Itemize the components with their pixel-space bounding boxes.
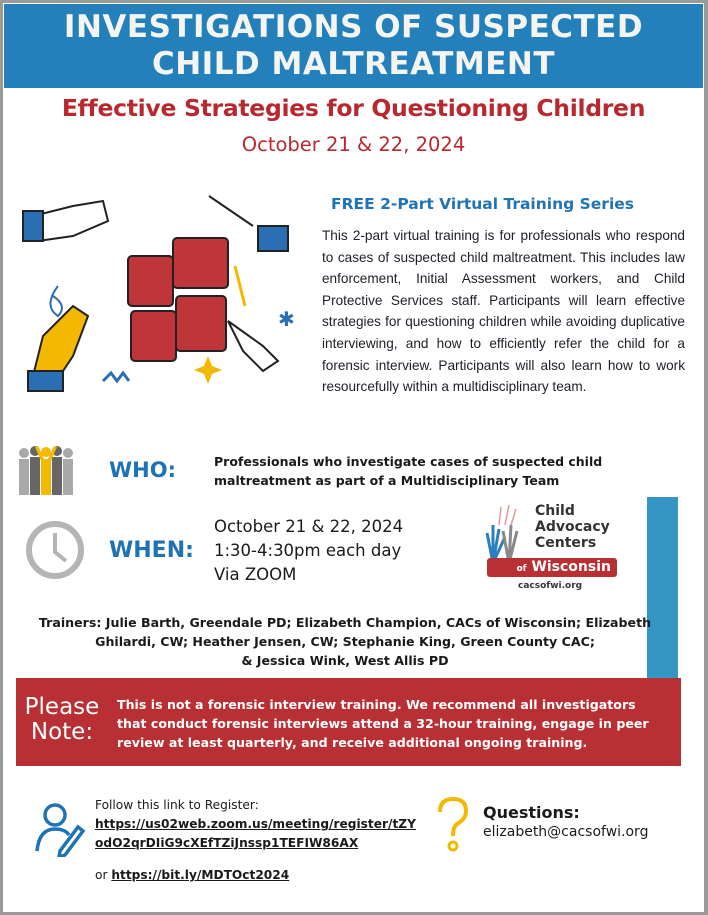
logo-line-3: Centers bbox=[535, 535, 597, 551]
clock-icon bbox=[24, 519, 86, 581]
intro-heading: FREE 2-Part Virtual Training Series bbox=[331, 195, 634, 213]
logo-url: cacsofwi.org bbox=[518, 581, 583, 591]
note-text: This is not a forensic interview training. We recommend all investigators that conduct forensic interviews attend a 32-hour training, engage in peer review at least quarterly, and receive additional ongoing training. bbox=[117, 697, 649, 750]
cac-wisconsin-logo bbox=[483, 503, 623, 598]
questions-heading: Questions: bbox=[483, 803, 580, 822]
short-register-link[interactable]: https://bit.ly/MDTOct2024 bbox=[111, 868, 290, 882]
note-heading-1: Please bbox=[24, 694, 100, 720]
question-mark-icon bbox=[435, 796, 471, 854]
who-line-2: maltreatment as part of a Multidisciplinary Team bbox=[214, 473, 560, 488]
logo-state: Wisconsin bbox=[531, 559, 611, 575]
logo-wisconsin-banner bbox=[487, 558, 617, 577]
trainers-line-3: & Jessica Wink, West Allis PD bbox=[241, 653, 449, 668]
note-heading-2: Note: bbox=[30, 719, 94, 745]
when-location: Via ZOOM bbox=[214, 565, 297, 584]
logo-line-1: Child bbox=[535, 503, 575, 519]
hands-logo-icon bbox=[483, 503, 523, 565]
user-edit-icon bbox=[35, 801, 91, 857]
logo-of: of bbox=[516, 564, 527, 574]
or-text: or bbox=[95, 868, 112, 882]
note-heading bbox=[21, 695, 103, 745]
trainers-line-2: Ghilardi, CW; Heather Jensen, CW; Stephanie King, Green County CAC; bbox=[95, 634, 595, 649]
title-banner bbox=[4, 4, 703, 88]
event-date: October 21 & 22, 2024 bbox=[241, 133, 466, 156]
register-link-part-2[interactable]: odO2qrDIiG9cXEfTZiJnssp1TEFIW86AX bbox=[95, 836, 359, 850]
short-link-line bbox=[95, 868, 289, 882]
when-time: 1:30-4:30pm each day bbox=[214, 541, 402, 560]
who-label: WHO: bbox=[109, 458, 176, 482]
register-label: Follow this link to Register: bbox=[95, 798, 259, 812]
svg-text:✱: ✱ bbox=[278, 307, 295, 331]
puzzle-hands-illustration bbox=[13, 186, 313, 411]
trainers-line-1: Trainers: Julie Barth, Greendale PD; Elizabeth Champion, CACs of Wisconsin; Elizabeth bbox=[38, 615, 652, 630]
title-line-2: CHILD MALTREATMENT bbox=[151, 46, 555, 82]
when-details bbox=[214, 515, 403, 587]
title-line-1: INVESTIGATIONS OF SUSPECTED bbox=[63, 9, 644, 45]
when-date: October 21 & 22, 2024 bbox=[214, 517, 404, 536]
trainers-list bbox=[23, 613, 667, 670]
who-description bbox=[214, 452, 614, 490]
subtitle: Effective Strategies for Questioning Children bbox=[61, 94, 646, 122]
who-line-1: Professionals who investigate cases of suspected child bbox=[214, 454, 603, 469]
logo-line-2: Advocacy bbox=[535, 519, 610, 535]
intro-paragraph: This 2-part virtual training is for professionals who respond to cases of suspected child maltreatment. This includes law enforcement, Initial Assessment workers, and Child Protective Services staff. Participants will learn effective strategies for questioning children while avoiding duplicative interviewing, and how to efficiently refer the child for a forensic interview. Participants will also learn how to work resourcefully within a multidisciplinary team. bbox=[322, 228, 685, 395]
flyer-page bbox=[3, 3, 704, 912]
when-label: WHEN: bbox=[109, 538, 194, 563]
register-link-part-1[interactable]: https://us02web.zoom.us/meeting/register/tZY bbox=[95, 817, 416, 831]
please-note-box bbox=[16, 678, 681, 766]
register-block bbox=[95, 796, 416, 853]
questions-email[interactable]: elizabeth@cacsofwi.org bbox=[483, 824, 649, 840]
people-group-icon bbox=[17, 445, 75, 495]
